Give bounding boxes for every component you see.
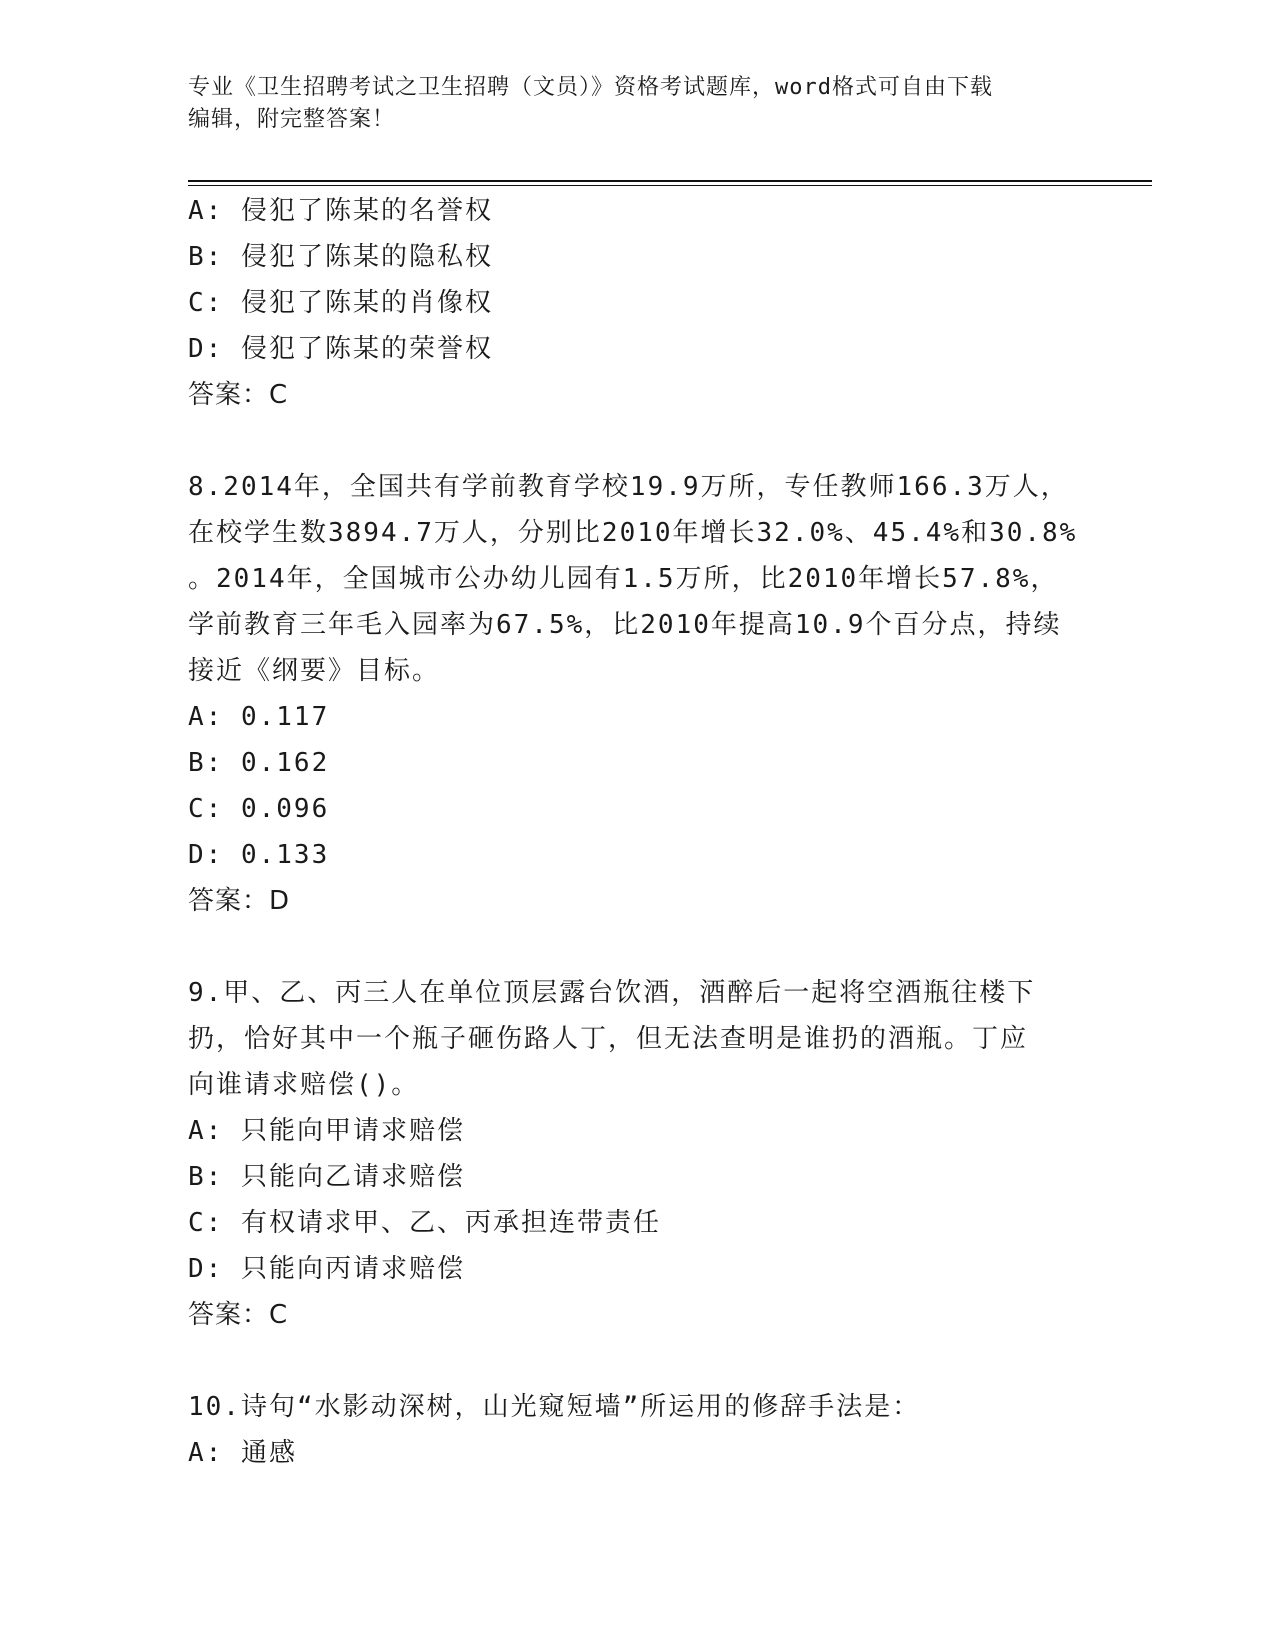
question-8 <box>188 464 1088 924</box>
spacer <box>188 924 1088 970</box>
answer-line: 答案：C <box>188 380 289 410</box>
question-stem-line: 。2014年，全国城市公办幼儿园有1.5万所，比2010年增长57.8%， <box>188 564 1059 594</box>
spacer <box>188 1338 1088 1384</box>
question-9 <box>188 970 1088 1338</box>
question-stem-line: 向谁请求赔偿()。 <box>188 1070 420 1100</box>
question-7-options <box>188 188 1088 418</box>
option-c: C: 有权请求甲、乙、丙承担连带责任 <box>188 1208 661 1238</box>
option-d: D: 0.133 <box>188 840 330 870</box>
option-b: B: 只能向乙请求赔偿 <box>188 1162 465 1192</box>
option-c: C: 侵犯了陈某的肖像权 <box>188 288 493 318</box>
option-d: D: 只能向丙请求赔偿 <box>188 1254 465 1284</box>
answer-line: 答案：C <box>188 1300 289 1330</box>
option-a: A: 侵犯了陈某的名誉权 <box>188 196 493 226</box>
header-line-1: 专业《卫生招聘考试之卫生招聘（文员）》资格考试题库，word格式可自由下载 <box>188 75 993 100</box>
option-c: C: 0.096 <box>188 794 330 824</box>
question-stem-line: 扔，恰好其中一个瓶子砸伤路人丁，但无法查明是谁扔的酒瓶。丁应 <box>188 1024 1029 1054</box>
option-a: A: 只能向甲请求赔偿 <box>188 1116 465 1146</box>
question-stem-line: 9.甲、乙、丙三人在单位顶层露台饮酒，酒醉后一起将空酒瓶往楼下 <box>188 978 1036 1008</box>
document-header <box>188 72 1088 136</box>
question-10 <box>188 1384 1088 1476</box>
question-stem-line: 8.2014年，全国共有学前教育学校19.9万所，专任教师166.3万人， <box>188 472 1069 502</box>
option-a: A: 0.117 <box>188 702 330 732</box>
question-stem-line: 10.诗句“水影动深树，山光窥短墙”所运用的修辞手法是： <box>188 1392 921 1422</box>
option-b: B: 0.162 <box>188 748 330 778</box>
spacer <box>188 418 1088 464</box>
answer-line: 答案：D <box>188 886 291 916</box>
option-b: B: 侵犯了陈某的隐私权 <box>188 242 493 272</box>
header-line-2: 编辑，附完整答案！ <box>188 107 396 132</box>
question-stem-line: 学前教育三年毛入园率为67.5%，比2010年提高10.9个百分点，持续 <box>188 610 1062 640</box>
option-a: A: 通感 <box>188 1438 297 1468</box>
question-stem-line: 接近《纲要》目标。 <box>188 656 441 686</box>
question-content <box>188 188 1088 1476</box>
header-rule-thick <box>188 180 1152 182</box>
header-rule-thin <box>188 185 1152 186</box>
option-d: D: 侵犯了陈某的荣誉权 <box>188 334 493 364</box>
question-stem-line: 在校学生数3894.7万人，分别比2010年增长32.0%、45.4%和30.8% <box>188 518 1078 548</box>
